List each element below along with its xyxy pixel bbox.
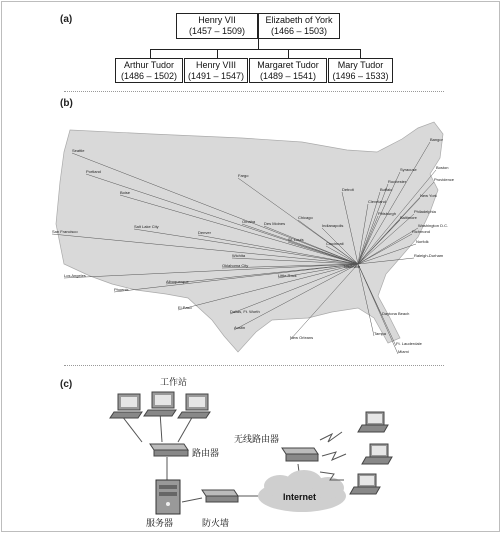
laptop-icon [362, 444, 392, 464]
workstation-icon [178, 394, 210, 418]
person-years: (1496 – 1533) [332, 71, 389, 81]
city-label: Portland [86, 169, 101, 174]
wireless-router-icon [282, 448, 318, 461]
city-label: Omaha [242, 219, 256, 224]
person-name: Elizabeth of York [265, 15, 333, 25]
city-label: Phoenix [114, 287, 129, 292]
city-label: El Paso [178, 305, 192, 310]
panel-label-c: (c) [60, 379, 73, 390]
workstation-icon [144, 392, 176, 416]
city-label: Des Moines [264, 221, 286, 226]
city-label: Cincinnati [326, 241, 344, 246]
city-label: Little Rock [278, 273, 297, 278]
city-label: Miami [398, 349, 409, 354]
city-label: Buffalo [380, 187, 393, 192]
person-years: (1466 – 1503) [270, 26, 328, 36]
person-years: (1457 – 1509) [188, 26, 246, 36]
city-label: Salt Lake City [134, 224, 159, 229]
server-icon [156, 480, 180, 514]
server-label: 服务器 [146, 518, 174, 528]
city-label: Pittsburgh [378, 211, 397, 216]
city-label: Syracuse [400, 167, 417, 172]
wireless-router-label: 无线路由器 [234, 434, 280, 444]
city-label: St. Louis [288, 237, 304, 242]
city-label: Washington D.C. [418, 223, 449, 228]
firewall-label: 防火墙 [202, 518, 230, 528]
city-label: Albuquerque [166, 279, 189, 284]
person-name: Margaret Tudor [257, 60, 319, 70]
figure-page [1, 1, 500, 532]
city-label: Philadelphia [414, 209, 436, 214]
person-years: (1489 – 1541) [259, 71, 317, 81]
person-name: Mary Tudor [337, 60, 384, 70]
panel-label-a: (a) [60, 14, 73, 25]
person-years: (1486 – 1502) [120, 71, 178, 81]
city-label: Rochester [388, 179, 407, 184]
laptop-icon [358, 412, 388, 432]
city-label: Raleigh-Durham [414, 253, 444, 258]
person-name: Henry VIII [195, 60, 236, 70]
network-diagram [2, 2, 500, 532]
city-label: Austin [234, 325, 246, 330]
workstation-icon [110, 394, 142, 418]
city-label: Detroit [342, 187, 354, 192]
city-label: Ft. Lauderdale [396, 341, 422, 346]
city-label: Dallas, Ft. Worth [230, 309, 260, 314]
firewall-icon [202, 490, 238, 502]
city-label: Tampa [374, 331, 387, 336]
internet-label: Internet [283, 492, 317, 502]
person-years: (1491 – 1547) [187, 71, 245, 81]
city-label: Boston [436, 165, 449, 170]
city-label: San Francisco [52, 229, 78, 234]
city-label: Oklahoma City [222, 263, 249, 268]
wireless-signal-icon [320, 432, 346, 480]
router-label: 路由器 [192, 448, 220, 458]
city-label: Cleveland [368, 199, 386, 204]
city-label: Los Angeles [64, 273, 86, 278]
person-name: Henry VII [198, 15, 236, 25]
city-label: Seattle [72, 148, 85, 153]
person-name: Arthur Tudor [123, 60, 175, 70]
city-label: Daytona Beach [382, 311, 410, 316]
city-label: Baltimore [400, 215, 417, 220]
city-label: Boise [120, 190, 131, 195]
city-label: Chicago [298, 215, 313, 220]
city-label: Richmond [412, 229, 431, 234]
router-icon [150, 444, 188, 456]
city-label: Indianapolis [322, 223, 344, 228]
city-label: New Orleans [290, 335, 314, 340]
hub-label: Nashville [344, 264, 361, 269]
city-label: Fargo [238, 173, 249, 178]
city-label: Wichita [232, 253, 246, 258]
city-label: New York [420, 193, 437, 198]
city-label: Providence [434, 177, 455, 182]
laptop-icon [350, 474, 380, 494]
panel-label-b: (b) [60, 98, 73, 109]
city-label: Denver [198, 230, 211, 235]
city-label: Bangor [430, 137, 443, 142]
city-label: Norfolk [416, 239, 429, 244]
workstations-label: 工作站 [160, 377, 188, 387]
